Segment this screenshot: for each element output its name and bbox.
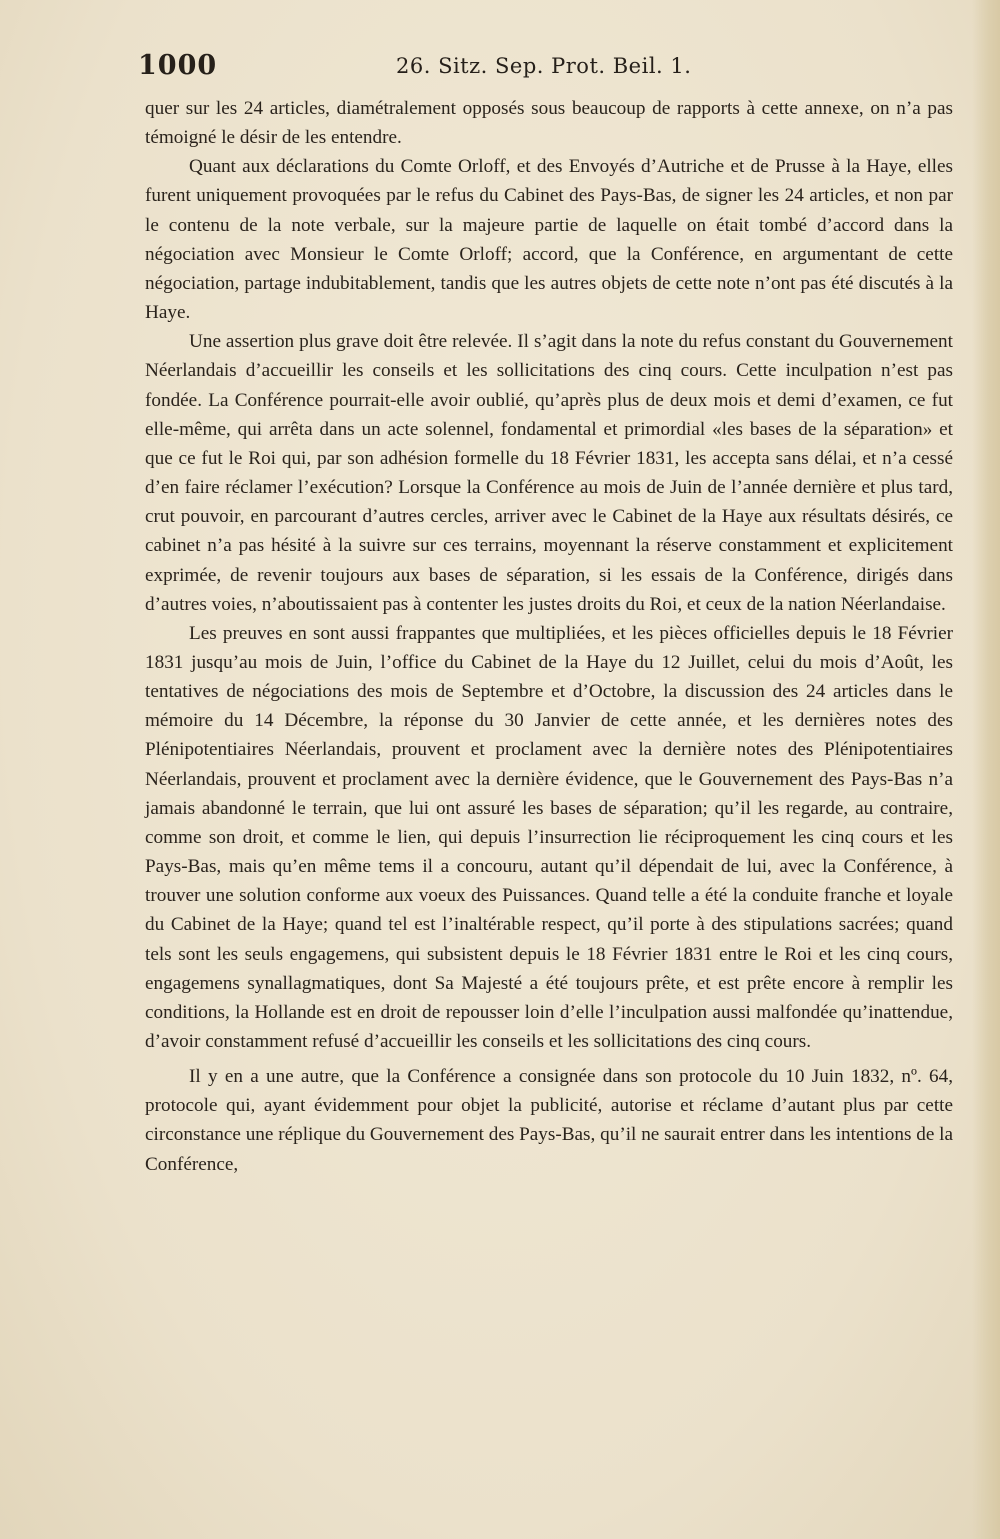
running-head: 26. Sitz. Sep. Prot. Beil. 1. [396, 54, 692, 78]
paragraph-declarations: Quant aux déclarations du Comte Orloff, et des Envoyés d’Autriche et de Prusse à la Haye, elles furent uniquement provoquées par le refus du Cabinet des Pays-Bas, de signer les 24 articles, et non par le contenu de la note verbale, sur la majeure partie de laquelle on était tombé d’accord dans la négociation avec Monsieur le Comte Orloff; accord, que la Conférence, en argumentant de cette négociation, partage indubitablement, tandis que les autres objets de cette note n’ont pas été discutés à la Haye. [145, 156, 953, 324]
paragraph-preuves: Les preuves en sont aussi frappantes que multipliées, et les pièces officielles depuis le 18 Février 1831 jusqu’au mois de Juin, l’office du Cabinet de la Haye du 12 Juillet, celui du mois d’Août, les tentatives de négociations des mois de Septembre et d’Octobre, la discussion des 24 articles dans le mémoire du 14 Décembre, la réponse du 30 Janvier de cette année, et les dernières notes des Plénipotentiaires Néerlandais, prouvent et proclament avec la dernière notes des Plénipotentiaires Néerlandais, prouvent et proclament avec la dernière évidence, que le Gouvernement des Pays-Bas n’a jamais abandonné le terrain, que lui ont assuré les bases de séparation; qu’il les regarde, au contraire, comme son droit, et comme le lien, qui depuis l’insurrection lie réciproquement les cinq cours et les Pays-Bas, mais qu’en même tems il a concouru, autant qu’il dépendait de lui, avec la Conférence, à trouver une solution conforme aux voeux des Puissances. Quand telle a été la conduite franche et loyale du Cabinet de la Haye; quand tel est l’inaltérable respect, qu’il porte à des stipulations sacrées; quand tels sont les seuls engagemens, qui subsistent depuis le 18 Février 1831 entre le Roi et les cinq cours, engagemens synallagmatiques, dont Sa Majesté a été toujours prête, et est prête encore à remplir les conditions, la Hollande est en droit de repousser loin d’elle l’inculpation aussi malfondée qu’inattendue, d’avoir constamment refusé d’accueillir les conseils et les sollicitations des cinq cours. [145, 622, 953, 1052]
paragraph-protocole: Il y en a une autre, que la Conférence a consignée dans son protocole du 10 Juin 1832, nº. 64, protocole qui, ayant évidemment pour objet la publicité, autorise et réclame d’autant plus par cette circonstance une réplique du Gouvernement des Pays-Bas, qu’il ne saurait entrer dans les intentions de la Conférence, [145, 1066, 953, 1175]
body-text [145, 94, 953, 1179]
page-number: 1000 [138, 50, 218, 81]
paragraph-assertion: Une assertion plus grave doit être relevée. Il s’agit dans la note du refus constant du Gouvernement Néerlandais d’accueillir les conseils et les sollicitations des cinq cours. Cette inculpation n’est pas fondée. La Conférence pourrait-elle avoir oublié, qu’après plus de deux mois et demi d’examen, ce fut elle-même, qui arrêta dans un acte solennel, fondamental et primordial «les bases de la séparation» et que ce fut le Roi qui, par son adhésion formelle du 18 Février 1831, les accepta sans délai, et n’a cessé d’en faire réclamer l’exécution? Lorsque la Conférence au mois de Juin de l’année dernière et plus tard, crut pouvoir, en parcourant d’autres cercles, arriver avec le Cabinet de la Haye aux résultats désirés, ce cabinet n’a pas hésité à la suivre sur ces terrains, moyennant la réserve constamment et explicitement exprimée, de revenir toujours aux bases de séparation, si les essais de la Conférence, dirigés dans d’autres voies, n’aboutissaient pas à contenter les justes droits du Roi, et ceux de la nation Néerlandaise. [145, 331, 953, 615]
paragraph-continuation: quer sur les 24 articles, diamétralement opposés sous beaucoup de rapports à cette annexe, on n’a pas témoigné le désir de les entendre. [145, 98, 953, 149]
page-edge-shadow [972, 0, 1000, 1539]
page-header [138, 48, 954, 88]
